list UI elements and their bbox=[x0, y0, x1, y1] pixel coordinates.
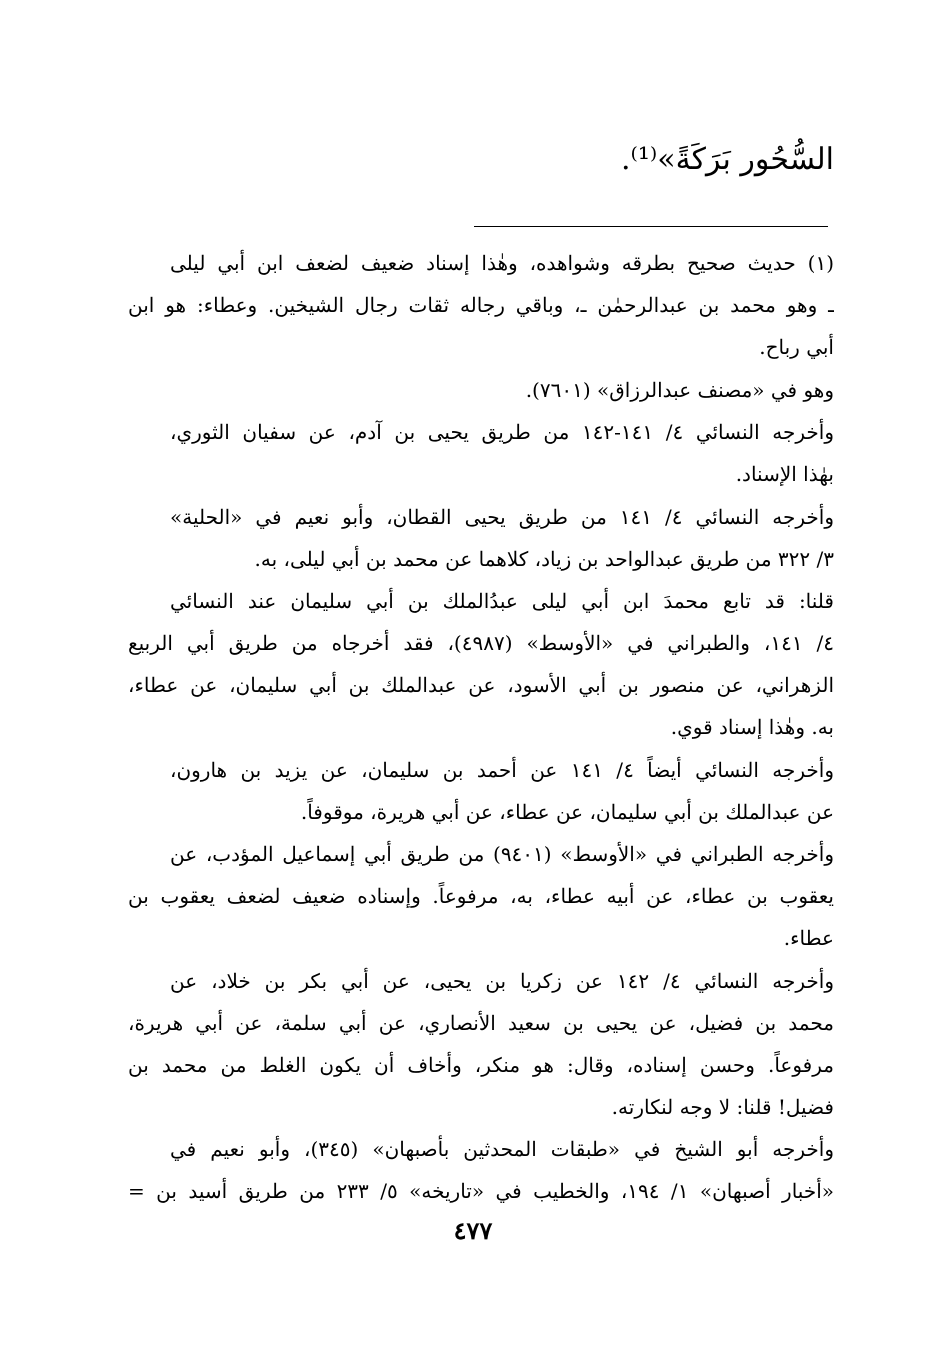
footnote-line: به. وهٰذا إسناد قوي. bbox=[670, 715, 834, 739]
footnote-line: ٤/ ١٤١، والطبراني في «الأوسط» (٤٩٨٧)، فقد أخرجاه من طريق أبي الربيع bbox=[128, 631, 834, 655]
footnote-line: أبي رباح. bbox=[759, 335, 834, 359]
footnote-line: الزهراني، عن منصور بن أبي الأسود، عن عبدالملك بن أبي سليمان، عن عطاء، bbox=[128, 673, 834, 697]
footnote-line: ـ وهو محمد بن عبدالرحمٰن ـ، وباقي رجاله ثقات رجال الشيخين. وعطاء: هو ابن bbox=[128, 293, 834, 317]
main-text-line: السُّحُور بَرَكَةً»⁽¹⁾. bbox=[620, 142, 834, 177]
footnote-line: يعقوب بن عطاء، عن أبيه عطاء، به، مرفوعاً. وإسناده ضعيف لضعف يعقوب بن bbox=[128, 884, 834, 908]
footnote-line: «أخبار أصبهان» ١/ ١٩٤، والخطيب في «تاريخه» ٥/ ٢٣٣ من طريق أسيد بن = bbox=[128, 1179, 834, 1203]
page-number: ٤٧٧ bbox=[453, 1216, 493, 1245]
footnote-line: وأخرجه الطبراني في «الأوسط» (٩٤٠١) من طريق أبي إسماعيل المؤدب، عن bbox=[170, 842, 834, 866]
footnote-line: محمد بن فضيل، عن يحيى بن سعيد الأنصاري، عن أبي سلمة، عن أبي هريرة، bbox=[128, 1011, 834, 1035]
footnote-line: عن عبدالملك بن أبي سليمان، عن عطاء، عن أبي هريرة، موقوفاً. bbox=[300, 800, 834, 824]
footnote-line: وأخرجه أبو الشيخ في «طبقات المحدثين بأصبهان» (٣٤٥)، وأبو نعيم في bbox=[170, 1137, 834, 1161]
footnote-line: وأخرجه النسائي ٤/ ١٤١-١٤٢ من طريق يحيى بن آدم، عن سفيان الثوري، bbox=[170, 420, 834, 444]
footnote-line: قلنا: قد تابع محمدَ ابن أبي ليلى عبدُالملك بن أبي سليمان عند النسائي bbox=[170, 589, 834, 613]
footnote-separator bbox=[474, 226, 828, 227]
footnote-line: وأخرجه النسائي ٤/ ١٤١ من طريق يحيى القطان، وأبو نعيم في «الحلية» bbox=[170, 505, 834, 529]
footnote-line: ٣/ ٣٢٢ من طريق عبدالواحد بن زياد، كلاهما عن محمد بن أبي ليلى، به. bbox=[254, 547, 834, 571]
footnote-line: وأخرجه النسائي أيضاً ٤/ ١٤١ عن أحمد بن سليمان، عن يزيد بن هارون، bbox=[170, 758, 834, 782]
footnote-line: وأخرجه النسائي ٤/ ١٤٢ عن زكريا بن يحيى، عن أبي بكر بن خلاد، عن bbox=[170, 969, 834, 993]
footnote-line: بهٰذا الإسناد. bbox=[735, 462, 834, 486]
footnote-line: وهو في «مصنف عبدالرزاق» (٧٦٠١). bbox=[525, 378, 834, 402]
footnote-line: فضيل! قلنا: لا وجه لنكارته. bbox=[611, 1095, 834, 1119]
footnote-line: مرفوعاً. وحسن إسناده، وقال: هو منكر، وأخاف أن يكون الغلط من محمد بن bbox=[128, 1053, 834, 1077]
footnote-line: عطاء. bbox=[783, 926, 834, 950]
footnote-line: (١) حديث صحيح بطرقه وشواهده، وهٰذا إسناد ضعيف لضعف ابن أبي ليلى bbox=[170, 251, 834, 275]
